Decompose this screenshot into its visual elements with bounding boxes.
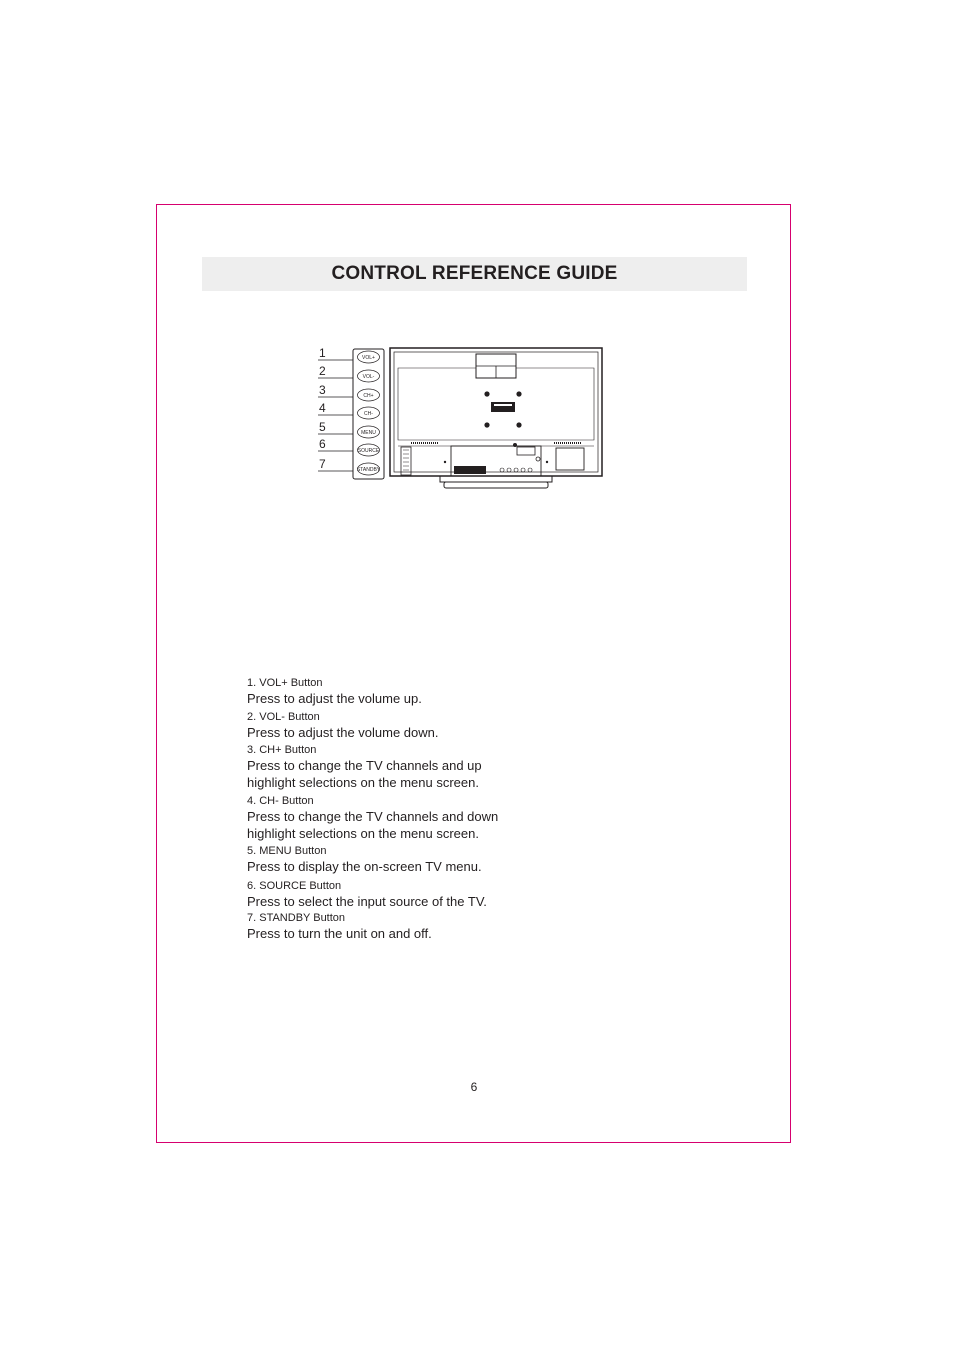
item-heading: 1. VOL+ Button xyxy=(247,677,323,689)
item-heading: 2. VOL- Button xyxy=(247,711,320,723)
list-item xyxy=(247,744,667,791)
list-item xyxy=(247,880,667,910)
ch-plus-button-label: CH+ xyxy=(363,393,374,399)
tv-back-panel-diagram xyxy=(314,342,606,494)
menu-button-label: MENU xyxy=(361,430,376,436)
callout-number-2: 2 xyxy=(319,364,326,378)
callout-number-5: 5 xyxy=(319,420,326,434)
item-description: highlight selections on the menu screen. xyxy=(247,826,479,841)
item-description: Press to change the TV channels and up xyxy=(247,758,482,773)
side-button-strip xyxy=(353,349,384,479)
item-heading: 4. CH- Button xyxy=(247,795,314,807)
callout-number-3: 3 xyxy=(319,383,326,397)
standby-button-label: STANDBY xyxy=(356,467,381,473)
item-description: highlight selections on the menu screen. xyxy=(247,775,479,790)
source-button-label: SOURCE xyxy=(357,448,380,454)
item-description: Press to select the input source of the TV. xyxy=(247,894,487,909)
list-item xyxy=(247,845,667,875)
item-description: Press to display the on-screen TV menu. xyxy=(247,859,482,874)
item-description: Press to adjust the volume down. xyxy=(247,725,439,740)
callout-number-1: 1 xyxy=(319,346,326,360)
item-description: Press to adjust the volume up. xyxy=(247,691,422,706)
item-heading: 3. CH+ Button xyxy=(247,744,317,756)
page-title: CONTROL REFERENCE GUIDE xyxy=(331,263,618,284)
ch-minus-button-label: CH- xyxy=(364,411,373,417)
vol-minus-button-label: VOL- xyxy=(362,374,375,380)
callout-number-4: 4 xyxy=(319,401,326,415)
vol-plus-button-label: VOL+ xyxy=(362,355,375,361)
item-description: Press to turn the unit on and off. xyxy=(247,926,432,941)
title-bar xyxy=(202,257,747,291)
item-description: Press to change the TV channels and down xyxy=(247,809,499,824)
tv-back-illustration xyxy=(390,348,602,488)
item-heading: 6. SOURCE Button xyxy=(247,880,342,892)
item-heading: 5. MENU Button xyxy=(247,845,327,857)
list-item xyxy=(247,711,667,741)
list-item xyxy=(247,912,667,942)
list-item xyxy=(247,677,667,707)
list-item xyxy=(247,795,667,842)
callout-number-7: 7 xyxy=(319,457,326,471)
button-descriptions xyxy=(247,677,667,942)
page-number: 6 xyxy=(470,1080,478,1094)
callout-number-6: 6 xyxy=(319,437,326,451)
item-heading: 7. STANDBY Button xyxy=(247,912,346,924)
